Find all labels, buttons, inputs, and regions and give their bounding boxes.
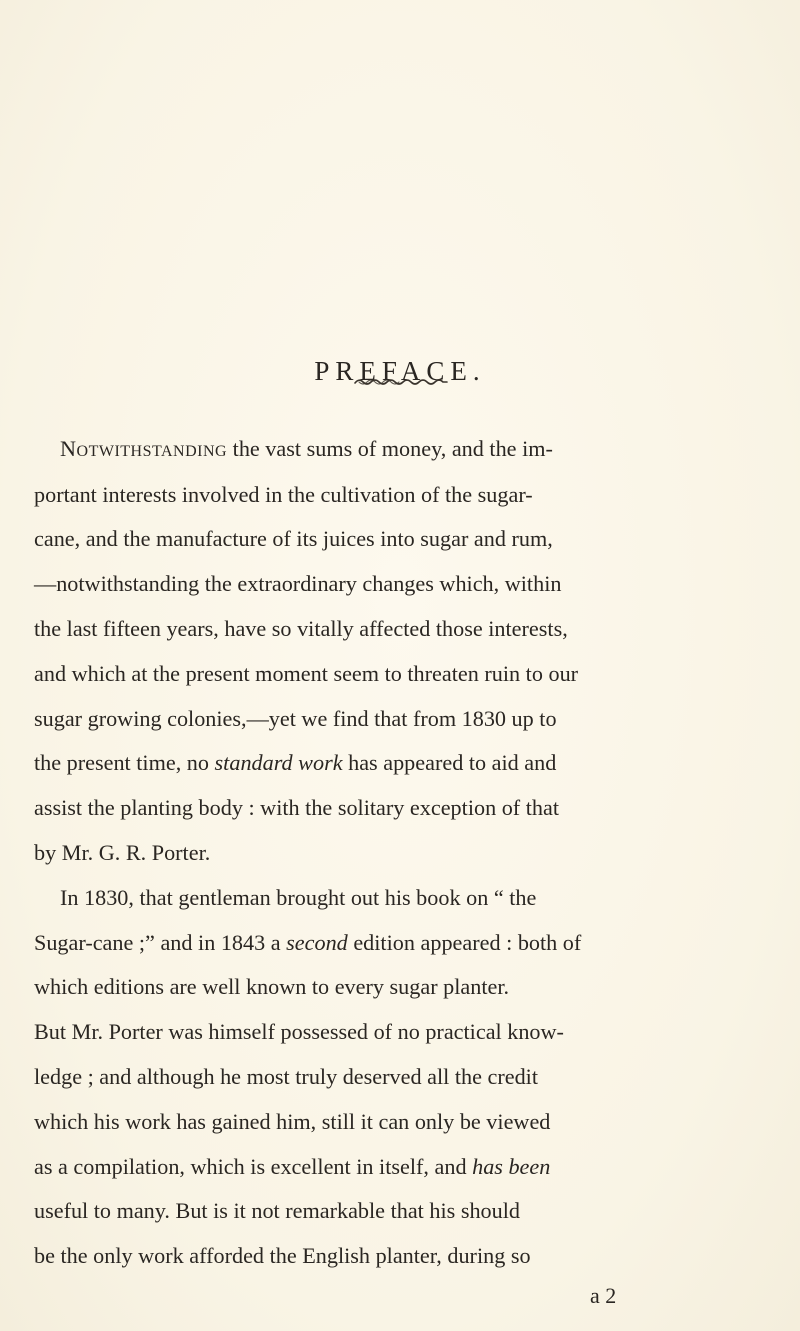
text-line: —notwithstanding the extraordinary changes which, within xyxy=(34,571,562,596)
emphasis-text: has been xyxy=(472,1154,551,1179)
text-line: by Mr. G. R. Porter. xyxy=(34,840,211,865)
text-line: Sugar-cane ;” and in 1843 a second edition appeared : both of xyxy=(34,930,582,955)
text-line: cane, and the manufacture of its juices into sugar and rum, xyxy=(34,526,553,551)
text-line: useful to many. But is it not remarkable that his should xyxy=(34,1198,521,1223)
text-line: the present time, no standard work has appeared to aid and xyxy=(34,750,557,775)
signature-mark: a 2 xyxy=(590,1283,617,1308)
text-line: sugar growing colonies,—yet we find that from 1830 up to xyxy=(34,706,557,731)
text-line: ledge ; and although he most truly deserved all the credit xyxy=(34,1064,538,1089)
text-line: and which at the present moment seem to threaten ruin to our xyxy=(34,661,579,686)
opening-small-caps: Notwithstanding xyxy=(60,436,228,461)
text-line: assist the planting body : with the solitary exception of that xyxy=(34,795,560,820)
text-line: the last fifteen years, have so vitally affected those interests, xyxy=(34,616,568,641)
emphasis-text: second xyxy=(286,930,348,955)
text-line: be the only work afforded the English planter, during so xyxy=(34,1243,531,1268)
text-line: which editions are well known to every sugar planter. xyxy=(34,974,510,999)
text-line: as a compilation, which is excellent in itself, and has been xyxy=(34,1154,551,1179)
wavy-rule-ornament xyxy=(353,374,449,388)
text-line: portant interests involved in the cultivation of the sugar- xyxy=(34,482,533,507)
page-title: PREFACE. xyxy=(314,356,486,386)
text-line: But Mr. Porter was himself possessed of no practical know- xyxy=(34,1019,564,1044)
text-line: In 1830, that gentleman brought out his book on “ the xyxy=(60,885,537,910)
text-line: Notwithstanding the vast sums of money, and the im- xyxy=(60,436,553,461)
text-line: which his work has gained him, still it can only be viewed xyxy=(34,1109,551,1134)
emphasis-text: standard work xyxy=(214,750,343,775)
